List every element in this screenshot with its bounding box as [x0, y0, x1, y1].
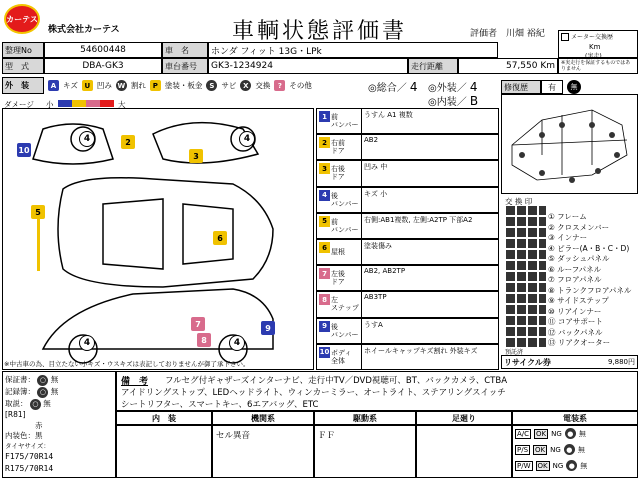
interior-score: ◎内装／ B: [428, 94, 479, 108]
part-detail: 右側:AB1複数, 左側:A2TP 下部A2: [364, 215, 473, 224]
exterior-label: 外 装: [2, 77, 44, 94]
part-detail: 塗装傷み: [364, 242, 392, 250]
car-name-label: 車 名: [162, 42, 208, 58]
color-code: [R81]: [5, 410, 26, 419]
part-name: 1 前 バンパー: [317, 109, 362, 133]
suspension-cell: [416, 425, 512, 478]
tire-rear: R175/70R14: [5, 464, 54, 473]
engine-cell: セル異音: [212, 425, 314, 478]
model-label: 型 式: [2, 58, 44, 74]
part-name: 8 左 ステップ: [317, 292, 362, 316]
pw-status-icon: ●: [566, 460, 577, 471]
manual-icon: ○: [30, 399, 41, 410]
remarks-panel: [116, 371, 638, 411]
part-number-badge: 10: [319, 348, 330, 357]
part-name: 6 屋根: [317, 240, 362, 264]
suspension-header: 足廻り: [416, 411, 512, 425]
paint-icon: P: [150, 80, 161, 91]
parts-row: [316, 134, 499, 160]
total-score: ◎総合／ 4: [368, 80, 418, 94]
part-number-badge: 7: [319, 268, 330, 279]
damage-legend: A キズ U 凹み W 割れ P 塗装・板金 S サビ X 交換 ? その他: [48, 80, 312, 91]
damage-marker-6: 6: [213, 231, 227, 245]
part-detail: ホイールキャップキズ割れ 外装キズ: [364, 346, 478, 355]
other-icon: ?: [274, 80, 285, 91]
dent-icon: U: [82, 80, 93, 91]
drive-header: 駆動系: [314, 411, 416, 425]
parts-row: [316, 291, 499, 317]
model: DBA-GK3: [44, 58, 162, 74]
tire-size-label: タイヤサイズ：: [5, 442, 50, 450]
exchange-icon: X: [240, 80, 251, 91]
part-detail: AB2: [364, 136, 379, 145]
part-detail: キズ 小: [364, 189, 388, 198]
part-number-badge: 2: [319, 137, 330, 148]
tire-depth-marker: 4: [79, 131, 95, 147]
replacement-header: 交 換 印: [505, 197, 533, 206]
parts-row: [316, 239, 499, 265]
tire-depth-marker: 4: [79, 335, 95, 351]
part-name: 10 ボディ 全体: [317, 345, 362, 369]
part-number-badge: 4: [319, 190, 330, 201]
diagram-note: ※中古車の為、目立たない小キズ・ウスキズは表記しておりませんが御了承下さい。: [4, 360, 250, 368]
chassis-label: 車台番号: [162, 58, 208, 74]
interior-color: 内装色：黒: [5, 431, 43, 440]
damage-marker-5: 5: [31, 205, 45, 219]
damage-marker-10: 10: [17, 143, 31, 157]
damage-marker-9: 9: [261, 321, 275, 335]
meter-exchange-box: メーター交換歴 Km (実走): [558, 30, 638, 58]
part-detail: AB2, AB2TP: [364, 267, 406, 276]
electrical-cell: [512, 425, 638, 478]
part-name: 9 後 バンパー: [317, 319, 362, 343]
remarks-line-1: フルセグ付ギャザーズインターナビ、走行中TV／DVD視聴可、BT、バックカメラ、CTBA: [165, 376, 508, 386]
part-name: 5 前 バンパー: [317, 214, 362, 238]
part-name: 2 右前 ドア: [317, 135, 362, 159]
replacement-items: ① フレーム ② クロスメンバー ③ インナー ④ ピラー(A・B・C・D) ⑤ ダッシュパネル ⑥ ルーフパネル ⑦ フロアパネル ⑧ トランクフロアパネル ⑨ サイドステップ ⑩ リアインナー ⑪ コアサポート ⑫ バックパネル ⑬ リアクオーター: [548, 212, 632, 347]
replacement-grid: [506, 206, 546, 352]
tire-depth-marker: 4: [229, 335, 245, 351]
repair-none-mark: 無: [567, 80, 581, 94]
ac-status-icon: ●: [565, 428, 576, 439]
control-no: 54600448: [44, 42, 162, 58]
remarks-line-3: シートリフター、スマートキー、6エアバッグ、ETC: [121, 400, 319, 410]
page-title: 車輌状態評価書: [232, 19, 408, 44]
part-number-badge: 9: [319, 321, 330, 332]
mileage-label: 走行距離: [408, 58, 458, 74]
part-number-badge: 1: [319, 111, 330, 122]
record-icon: ○: [37, 387, 48, 398]
company-logo: カーテス: [4, 4, 40, 34]
parts-row: [316, 344, 499, 370]
tire-depth-marker: 4: [239, 131, 255, 147]
chassis-no: GK3-1234924: [208, 58, 408, 74]
frame-diagram: [502, 95, 637, 193]
exterior-score: ◎外装／ 4: [428, 80, 478, 94]
repair-history-label: 修復歴: [501, 80, 541, 94]
recycle-row: リサイクル券 9,880円: [501, 355, 638, 369]
damage-marker-8: 8: [197, 333, 211, 347]
parts-row: [316, 213, 499, 239]
mileage: 57,550 Km: [458, 58, 558, 74]
part-number-badge: 6: [319, 242, 330, 253]
damage-line: [37, 219, 40, 271]
interior-header: 内 装: [116, 411, 212, 425]
car-diagram-panel: [2, 108, 314, 370]
damage-marker-2: 2: [121, 135, 135, 149]
remarks-label: 備 考: [121, 377, 149, 387]
replacement-grid-icon: [506, 206, 546, 352]
damage-scale-label: ダメージ: [4, 100, 34, 109]
part-name: 3 右後 ドア: [317, 161, 362, 185]
part-name: 7 左後 ドア: [317, 266, 362, 290]
record-line: 記録簿： ○ 無: [5, 387, 59, 396]
parts-row: [316, 108, 499, 134]
crack-icon: W: [117, 81, 126, 90]
damage-marker-7: 7: [191, 317, 205, 331]
ps-status-icon: ●: [564, 444, 575, 455]
evaluator: 評価者 川畑 裕紀: [470, 29, 545, 39]
manual-line: 取説： ○ 無: [5, 399, 51, 408]
remarks-line-2: アイドリングストップ、LEDヘッドライト、ウィンカーミラー、オートライト、ステアリングスイッチ: [121, 388, 506, 398]
part-detail: 凹み 中: [364, 163, 388, 172]
part-number-badge: 3: [319, 163, 330, 174]
electrical-header: 電装系: [512, 411, 638, 425]
part-number-badge: 8: [319, 294, 330, 305]
warranty-line: 保証書： ○ 無: [5, 375, 59, 384]
parts-row: [316, 265, 499, 291]
damage-scale-bar: [58, 100, 114, 107]
part-detail: うすA: [364, 320, 383, 329]
warranty-panel: [2, 371, 116, 478]
parts-row: [316, 187, 499, 213]
checkbox-icon: [561, 33, 569, 41]
warranty-icon: ○: [37, 375, 48, 386]
rust-icon: S: [206, 80, 217, 91]
company-name: 株式会社カーテス: [48, 25, 120, 35]
body-color: 赤: [35, 421, 43, 430]
part-name: 4 後 バンパー: [317, 188, 362, 212]
parts-row: [316, 160, 499, 186]
damage-marker-3: 3: [189, 149, 203, 163]
engine-header: 機関系: [212, 411, 314, 425]
ps-row: P/S OK NG ● 無: [517, 445, 585, 454]
mileage-note: ※実走行を保証するものではありません: [558, 58, 638, 74]
part-number-badge: 5: [319, 216, 330, 227]
interior-cell: [116, 425, 212, 478]
drive-cell: ＦＦ: [314, 425, 416, 478]
part-detail: AB3TP: [364, 293, 387, 302]
scratch-icon: A: [48, 80, 59, 91]
frame-diagram-panel: [501, 94, 638, 194]
part-detail: うすん A1 複数: [364, 111, 413, 119]
pw-row: P/W OK NG ● 無: [517, 461, 588, 470]
ac-row: A/C OK NG ● 無: [517, 429, 586, 438]
car-name: ホンダ フィット 13G・LPk: [208, 42, 498, 58]
control-no-label: 整理No: [2, 42, 44, 58]
repair-history-yes: 有: [541, 80, 563, 94]
parts-row: [316, 318, 499, 344]
tire-front: F175/70R14: [5, 452, 54, 461]
